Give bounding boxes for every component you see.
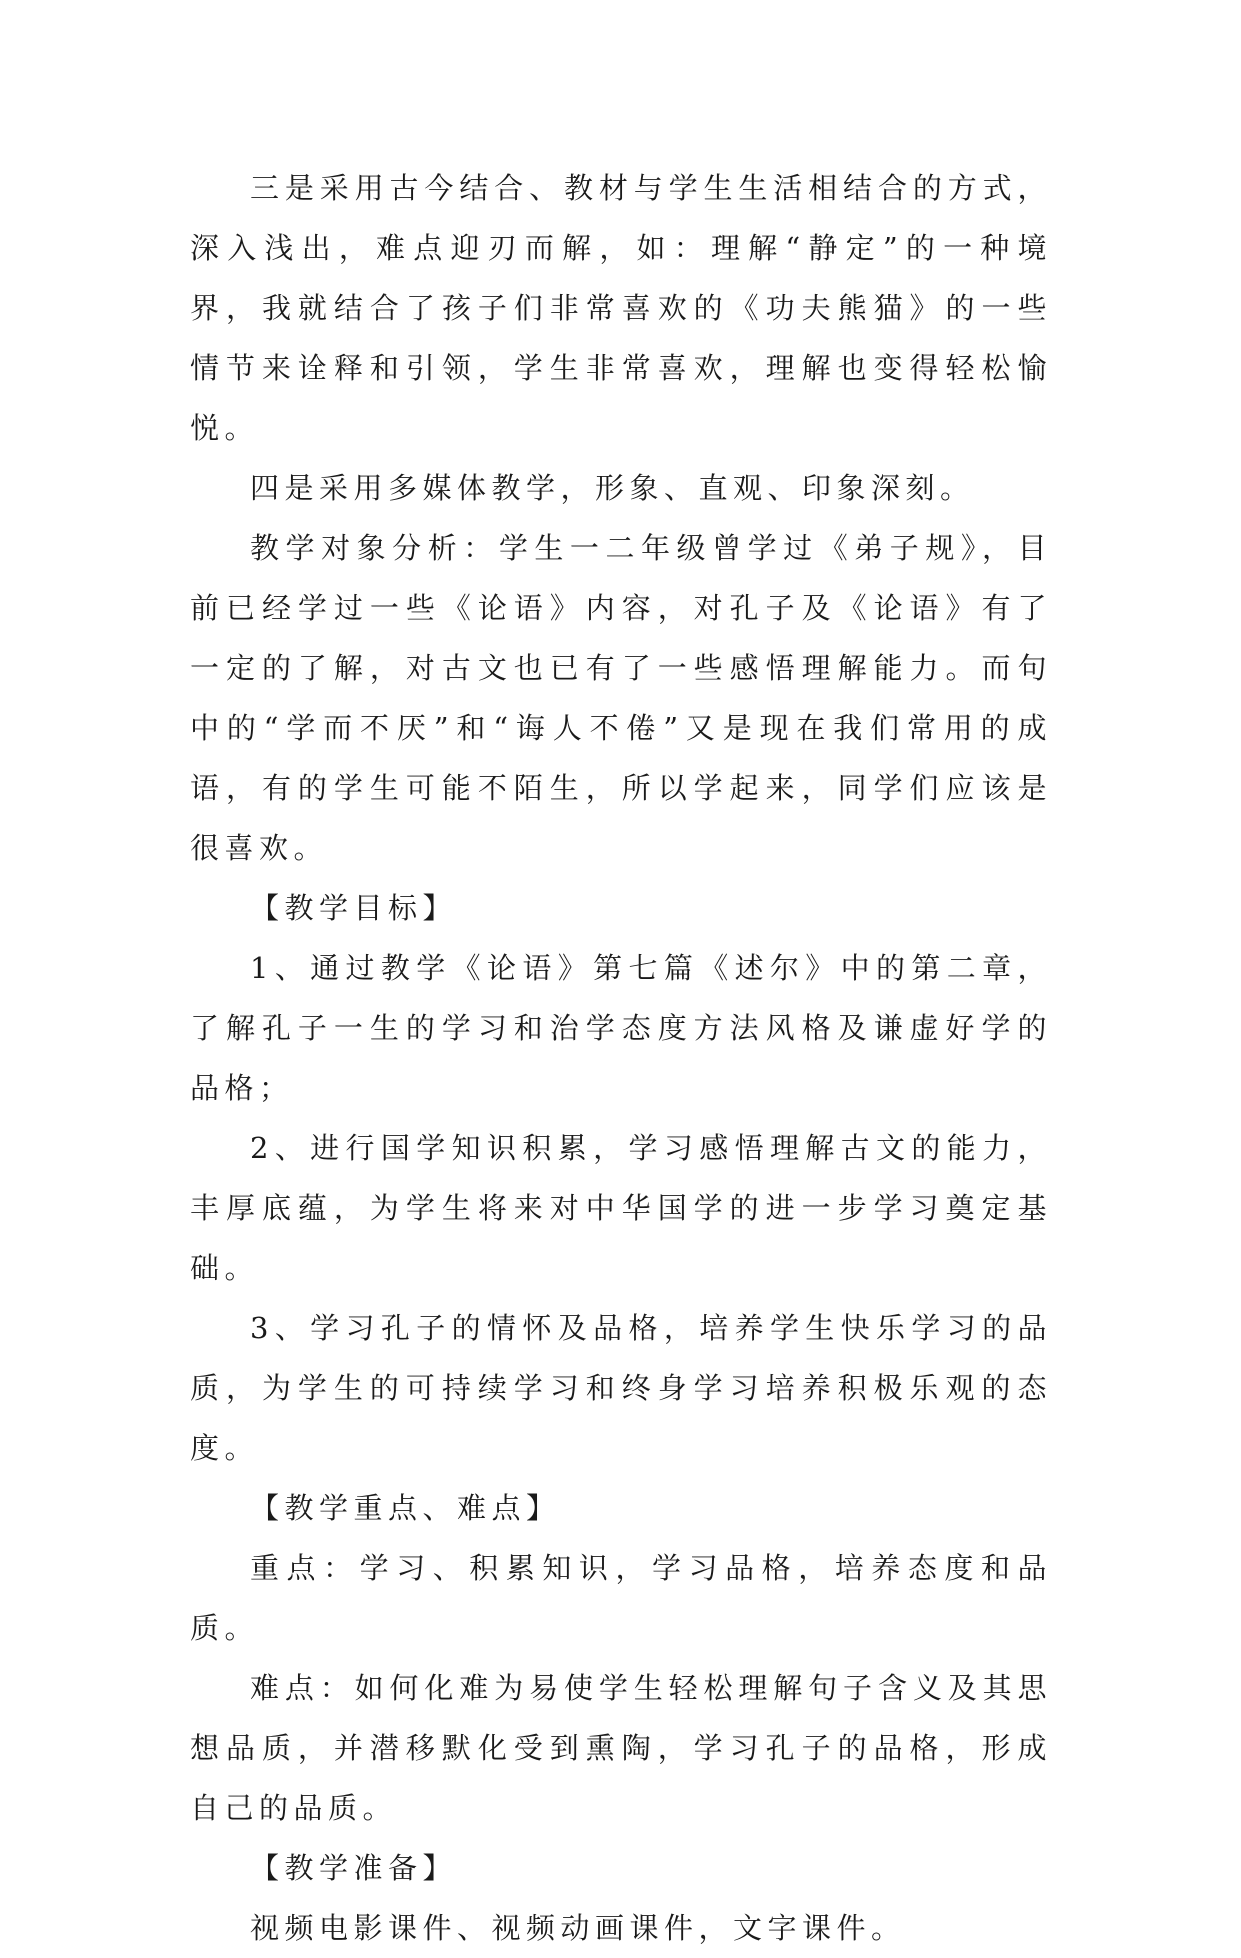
difficult-point: 难点：如何化难为易使学生轻松理解句子含义及其思想品质，并潜移默化受到熏陶，学习孔子的品格，形成自己的品质。 xyxy=(190,1671,1052,1825)
goal-item-3: 3、学习孔子的情怀及品格，培养学生快乐学习的品质，为学生的可持续学习和终身学习培养积极乐观的态度。 xyxy=(190,1311,1052,1465)
heading-teaching-preparation: 【教学准备】 xyxy=(250,1851,458,1885)
heading-key-difficult-points: 【教学重点、难点】 xyxy=(250,1491,561,1525)
goal-item-1: 1、通过教学《论语》第七篇《述尔》中的第二章，了解孔子一生的学习和治学态度方法风格及谦虚好学的品格； xyxy=(190,951,1052,1105)
paragraph-methods-four: 四是采用多媒体教学，形象、直观、印象深刻。 xyxy=(250,471,975,505)
preparation-text: 视频电影课件、视频动画课件，文字课件。 xyxy=(250,1911,906,1945)
paragraph-methods-three: 三是采用古今结合、教材与学生生活相结合的方式，深入浅出，难点迎刃而解，如：理解“静定”的一种境界，我就结合了孩子们非常喜欢的《功夫熊猫》的一些情节来诠释和引领，学生非常喜欢，理解也变得轻松愉悦。 xyxy=(190,171,1052,445)
goal-item-2: 2、进行国学知识积累，学习感悟理解古文的能力，丰厚底蕴，为学生将来对中华国学的进一步学习奠定基础。 xyxy=(190,1131,1052,1285)
document-page xyxy=(190,158,1052,1958)
paragraph-student-analysis: 教学对象分析：学生一二年级曾学过《弟子规》，目前已经学过一些《论语》内容，对孔子及《论语》有了一定的了解，对古文也已有了一些感悟理解能力。而句中的“学而不厌”和“诲人不倦”又是现在我们常用的成语，有的学生可能不陌生，所以学起来，同学们应该是很喜欢。 xyxy=(190,531,1052,865)
key-point: 重点：学习、积累知识，学习品格，培养态度和品质。 xyxy=(190,1551,1052,1645)
heading-teaching-goals: 【教学目标】 xyxy=(250,891,458,925)
